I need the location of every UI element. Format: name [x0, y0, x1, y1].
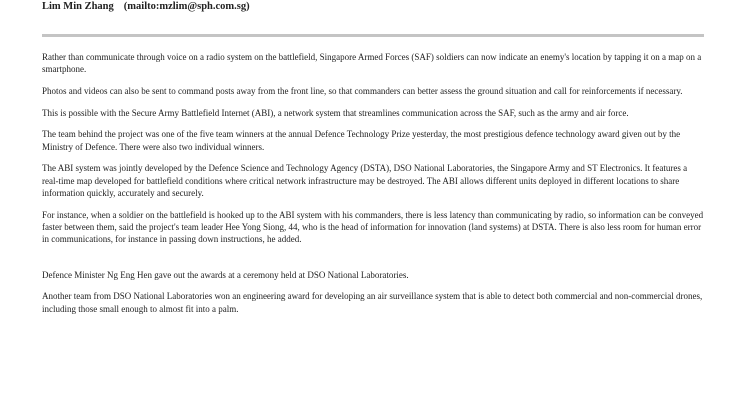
- author-name: Lim Min Zhang: [42, 1, 114, 12]
- article-paragraph: The ABI system was jointly developed by the Defence Science and Technology Agency (DSTA), DSO National Laboratories, the Singapore Army and ST Electronics. It features a real-time map developed for battlefield conditions where critical network infrastructure may be destroyed. The ABI allows different units deployed in different locations to share information quickly, accurately and securely.: [42, 163, 688, 198]
- article-body: [42, 51, 704, 315]
- header-divider: [42, 34, 704, 37]
- article-paragraph: Another team from DSO National Laboratories won an engineering award for developing an air surveillance system that is able to detect both commercial and non-commercial drones, including those small enough to almost fit into a palm.: [42, 291, 703, 314]
- byline: [42, 0, 250, 13]
- article-paragraph: Rather than communicate through voice on a radio system on the battlefield, Singapore Armed Forces (SAF) soldiers can now indicate an enemy's location by tapping it on a map on a smartphone.: [42, 52, 702, 75]
- article-paragraph: Photos and videos can also be sent to command posts away from the front line, so that commanders can better assess the ground situation and call for reinforcements if necessary.: [42, 85, 683, 96]
- article-paragraph: For instance, when a soldier on the battlefield is hooked up to the ABI system with his commanders, there is less latency than communicating by radio, so information can be conveyed faster between them, said the project's team leader Hee Yong Siong, 44, who is the head of information for innovation (land systems) at DSTA. There is also less room for human error in communications, for instance in passing down instructions, he added.: [42, 209, 704, 245]
- article-paragraph: Defence Minister Ng Eng Hen gave out the awards at a ceremony held at DSO National Laboratories.: [42, 269, 409, 280]
- article-paragraph: This is possible with the Secure Army Battlefield Internet (ABI), a network system that streamlines communication across the SAF, such as the army and air force.: [42, 107, 629, 118]
- author-email-link[interactable]: (mailto:mzlim@sph.com.sg): [123, 1, 250, 12]
- article-paragraph: The team behind the project was one of the five team winners at the annual Defence Technology Prize yesterday, the most prestigious defence technology award given out by the Ministry of Defence. There were also two individual winners.: [42, 129, 681, 152]
